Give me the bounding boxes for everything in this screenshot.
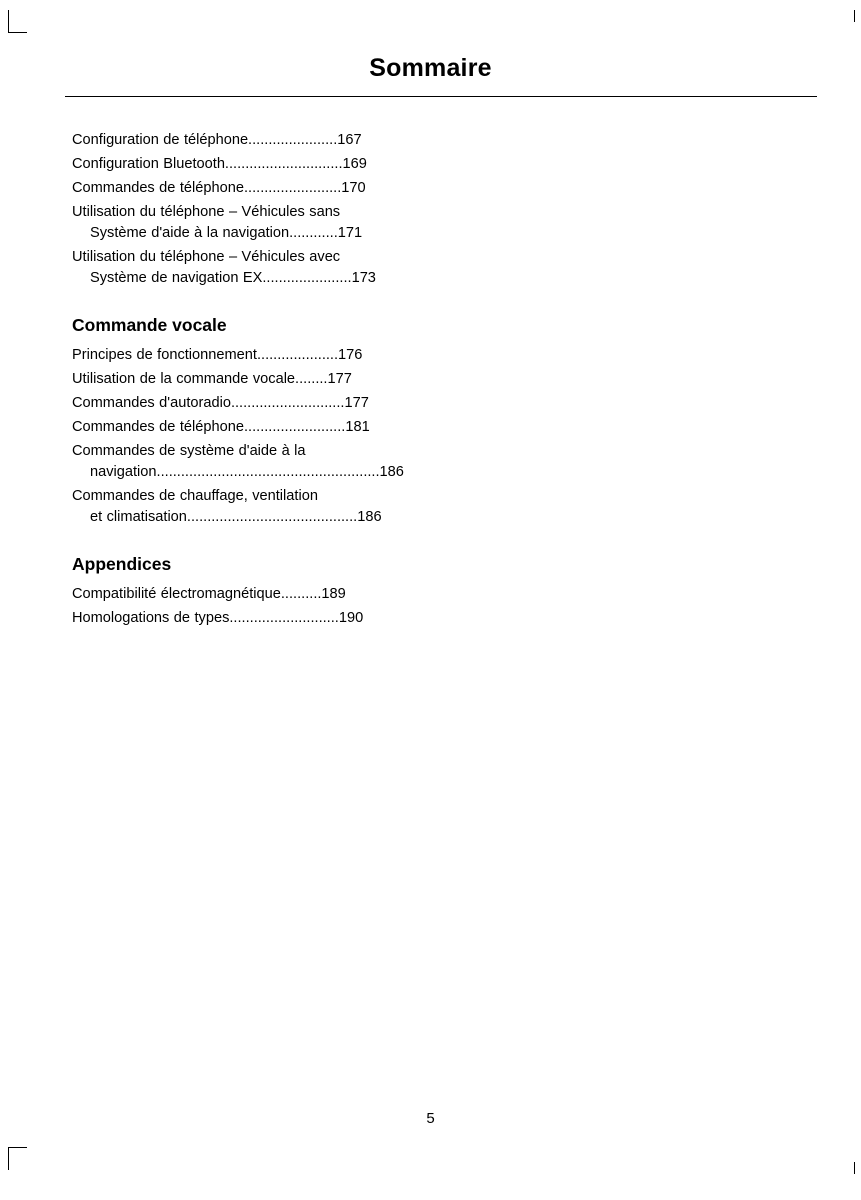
toc-entry[interactable] — [72, 345, 428, 366]
toc-entry[interactable] — [72, 393, 428, 414]
toc-entry[interactable] — [72, 486, 428, 528]
toc-group — [72, 130, 428, 289]
crop-mark-bottom-left — [8, 1147, 27, 1170]
page-title: Sommaire — [369, 54, 492, 82]
toc-entry[interactable] — [72, 130, 428, 151]
toc-entry[interactable] — [72, 417, 428, 438]
toc-entry-line: Commandes de système d'aide à la — [72, 443, 306, 459]
toc-entry-line: Homologations de types...........................190 — [72, 610, 364, 626]
toc-entry-line-continued: navigation.......................................................186 — [90, 464, 404, 480]
page-number: 5 — [426, 1110, 435, 1127]
toc-entry[interactable] — [72, 178, 428, 199]
toc-entry-line: Commandes de chauffage, ventilation — [72, 488, 318, 504]
title-divider — [65, 96, 817, 97]
toc-entry-line: Compatibilité électromagnétique..........189 — [72, 586, 346, 602]
toc-entry-line-continued: Système d'aide à la navigation............171 — [90, 225, 363, 241]
toc-entry[interactable] — [72, 154, 428, 175]
toc-group — [72, 554, 428, 629]
toc-entry-line: Utilisation du téléphone – Véhicules sans — [72, 204, 341, 220]
toc-entry-line: Principes de fonctionnement....................176 — [72, 347, 363, 363]
toc-entry-line: Configuration Bluetooth.............................169 — [72, 156, 367, 172]
toc-section-heading: Appendices — [72, 554, 172, 574]
toc-entry-line-continued: Système de navigation EX......................173 — [90, 270, 376, 286]
toc-entry-line: Utilisation de la commande vocale........177 — [72, 371, 352, 387]
toc-entry-line: Configuration de téléphone......................167 — [72, 132, 362, 148]
toc-entry-line: Utilisation du téléphone – Véhicules avec — [72, 249, 341, 265]
toc-section-heading: Commande vocale — [72, 315, 227, 335]
crop-mark-top-right — [848, 10, 855, 22]
toc-entry-line: Commandes d'autoradio............................177 — [72, 395, 369, 411]
table-of-contents — [72, 130, 428, 632]
toc-entry[interactable] — [72, 441, 428, 483]
toc-entry-line: Commandes de téléphone........................170 — [72, 180, 366, 196]
toc-entry[interactable] — [72, 584, 428, 605]
crop-mark-top-left — [8, 10, 27, 33]
toc-entry[interactable] — [72, 608, 428, 629]
toc-group — [72, 315, 428, 528]
toc-entry-line-continued: et climatisation..........................................186 — [90, 509, 382, 525]
toc-entry[interactable] — [72, 247, 428, 289]
toc-entry[interactable] — [72, 369, 428, 390]
crop-mark-bottom-right — [848, 1162, 855, 1174]
toc-entry[interactable] — [72, 202, 428, 244]
toc-entry-line: Commandes de téléphone.........................181 — [72, 419, 370, 435]
